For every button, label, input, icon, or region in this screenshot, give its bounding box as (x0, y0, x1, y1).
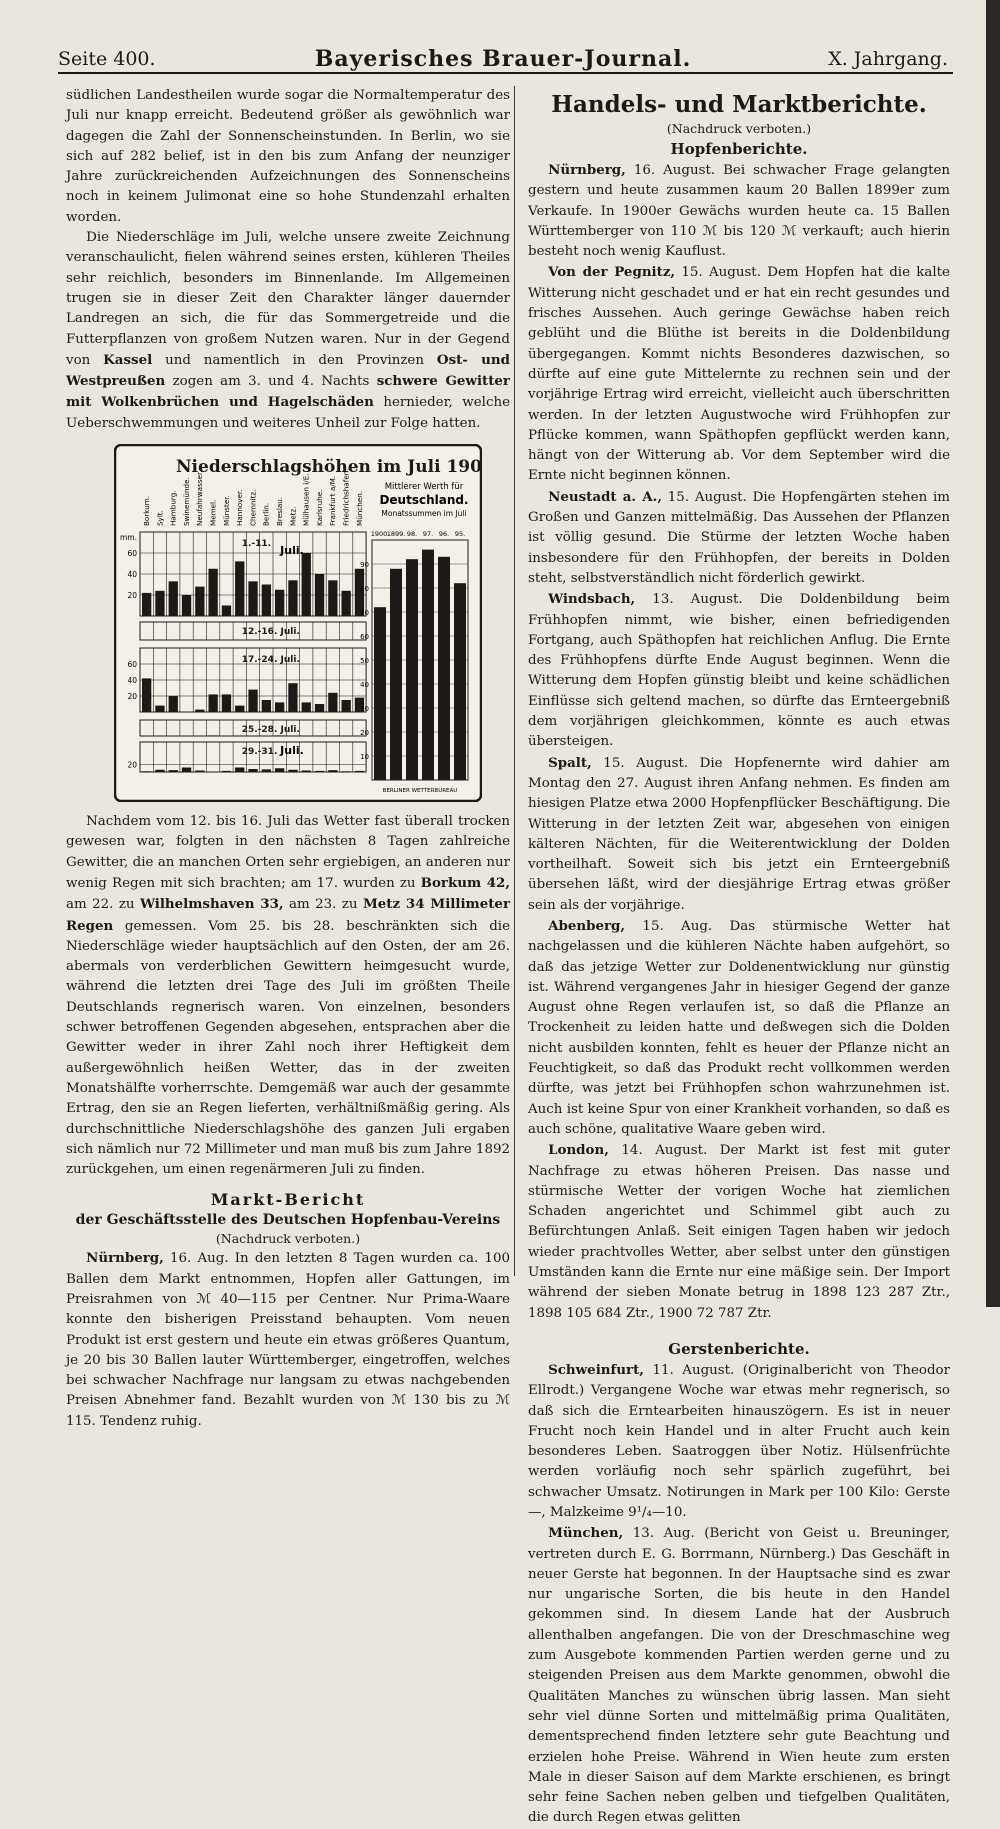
subsection-heading: Gerstenberichte. (528, 1338, 950, 1360)
report-text: 15. Aug. Das stürmische Wetter hat nachgelassen und die kühleren Nächte haben aufgehört, so daß das jetzige Wetter zur Doldenentwicklung nur günstig ist. Während vergangenes Jahr in hiesiger Gegend der ganze August ohne Regen verlaufen ist, so daß die Pflanze an Trockenheit zu leiden hatte und deßwegen sich die Dolden nicht ausbilden konnten, fehlt es heuer der Pflanze nicht an Feuchtigkeit, so daß das Produkt recht vollkommen werden dürfte, was jetzt bei Frühhopfen schon wahrzunehmen ist. Auch ist keine Spur von einer Krankheit vorhanden, so daß es auch schöne, qualitative Waare geben wird. (528, 919, 950, 1137)
period-label: Juli. (279, 544, 304, 557)
copyright-note: (Nachdruck verboten.) (66, 1230, 510, 1248)
station-bar (288, 770, 297, 772)
station-label: Münster. (222, 495, 231, 526)
station-bar (275, 735, 284, 736)
station-bar (262, 585, 271, 617)
report-place: München, (548, 1525, 623, 1541)
period-label: 12.-16. Juli. (242, 627, 300, 637)
report-paragraph (528, 1140, 950, 1324)
paragraph: Nürnberg, 16. Aug. In den letzten 8 Tagen wurden ca. 100 Ballen dem Markt entnommen, Hopfen aller Gattungen, im Preisrahmen von ℳ 40—115 per Centner. Nur Prima-Waare konnte den bisherigen Preisstand behaupten. Vom neuen Produkt ist erst gestern und heute ein etwas größeres Quantum, je 20 bis 30 Ballen lauter Württemberger, eingetroffen, welches bei schwacher Nachfrage nur langsam zu etwas nachgebenden Preisen Abnehmer fand. Bezahlt wurden von ℳ 130 bis zu ℳ 115. Tendenz ruhig. (66, 1248, 510, 1432)
paragraph: südlichen Landestheilen wurde sogar die Normaltemperatur des Juli nur knapp erreicht. Bedeutend größer als gewöhnlich war dagegen die Zahl der Sonnenscheinstunden. In Berlin, wo sie sich auf 282 belief, ist in den bis zum Anfang der neunziger Jahre zurückreichenden Aufzeichnungen des Sonnenscheins noch in keinem Julimonat eine so hohe Stundenzahl erhalten worden. (66, 86, 510, 228)
station-bar (342, 591, 351, 616)
report-text: 15. August. Dem Hopfen hat die kalte Witterung nicht geschadet und er hat ein recht gesundes und frisches Aussehen. Auch geringe Gewächse haben reich geblüht und die Blüthe ist bereits in die Doldenbildung übergegangen. Kommt nichts Besonderes dazwischen, so dürfte auf eine gute Mittelernte zu rechnen sein und der vorjährige Ertrag wird erreicht, vielleicht auch überschritten werden. In der letzten Augustwoche wird Frühhopfen zur Pflücke kommen, wann Späthopfen gepflückt werden kann, hängt von der Witterung ab. Vor dem September wird die Ernte nicht beginnen können. (528, 265, 950, 483)
station-bar (328, 770, 337, 772)
y-tick-label: 80 (360, 585, 369, 593)
station-label: Karlsruhe. (315, 490, 324, 526)
y-tick-label: 40 (127, 570, 137, 579)
report-paragraph (528, 1360, 950, 1523)
station-bar (315, 704, 324, 712)
station-bar (315, 771, 324, 772)
station-bar (169, 770, 178, 772)
report-text: 16. August. Bei schwacher Frage gelangten gestern und heute zusammen kaum 20 Ballen 1899er zum Verkaufe. In 1900er Gewächs wurden heute ca. 15 Ballen Württemberger von 110 ℳ bis 120 ℳ verkauft; auch hierin besteht noch wenig Kauflust. (528, 163, 950, 259)
report-paragraph (528, 753, 950, 916)
y-tick-label: 20 (360, 729, 369, 737)
report-place: Windsbach, (548, 591, 635, 607)
station-bar (195, 771, 204, 773)
station-label: Hamburg. (169, 490, 178, 526)
period-label: Juli. (279, 744, 304, 757)
report-place: Von der Pegnitz, (548, 264, 675, 280)
station-bar (315, 574, 324, 616)
report-place: Spalt, (548, 755, 592, 771)
y-tick-label: 60 (127, 549, 137, 558)
y-tick-label: 10 (360, 753, 369, 761)
germany-bar (438, 557, 450, 780)
station-bar (302, 771, 311, 773)
station-bar (248, 581, 257, 616)
station-label: Sylt. (155, 510, 164, 526)
report-paragraph (528, 262, 950, 486)
station-bar (275, 702, 284, 712)
report-paragraph (528, 589, 950, 752)
station-bar (288, 580, 297, 616)
section-heading: Handels- und Marktberichte. (528, 90, 950, 120)
right-panel-title: Mittlerer Werth für (385, 482, 464, 492)
y-tick-label: 20 (127, 591, 137, 600)
report-paragraph (528, 1523, 950, 1828)
station-label: Swinemünde. (182, 477, 191, 526)
report-place: Neustadt a. A., (548, 489, 662, 505)
y-tick-label: 50 (360, 657, 369, 665)
y-tick-label: 60 (360, 633, 369, 641)
report-text: 13. Aug. (Bericht von Geist u. Breuninger, vertreten durch E. G. Borrmann, Nürnberg.) Das Geschäft in neuer Gerste hat begonnen. In der Hauptsache sind es zwar nur ungarische Sorten, die bis heute in den Handel gekommen sind. In diesem Lande hat der Ausbruch allenthalben angefangen. Die von der Dreschmaschine weg zum Ausgebote kommenden Partien werden gerne und zu steigenden Preisen aus dem Markte genommen, obwohl die Qualitäten Manches zu wünschen übrig lassen. Man sieht sehr viel dünne Sorten und mittelmäßig prima Qualitäten, dementsprechend finden letztere sehr gute Beachtung und erzielen hohe Preise. Während in Wien heute zum ersten Male in dieser Saison auf dem Markte erschienen, es bringt sehr feine Sachen neben gelben und tiefgelben Qualitäten, die durch Regen etwas gelitten (528, 1526, 950, 1825)
station-bar (222, 694, 231, 712)
report-place: London, (548, 1142, 609, 1158)
station-bar (169, 581, 178, 616)
report-text: 13. August. Die Doldenbildung beim Frühhopfen nimmt, wie bisher, einen befriedigenden Fortgang, auch Späthopfen hat reichlichen Anflug. Die Ernte des Frühhopfens dürfte Ende August beginnen. Wenn die Witterung dem Hopfen günstig bleibt und keine schädlichen Einflüsse sich geltend machen, so dürfte das Ernteergebniß dem vorjährigen gleichkommen, könnte es auch etwas übersteigen. (528, 592, 950, 749)
station-bar (222, 606, 231, 617)
y-tick-label: 90 (360, 561, 369, 569)
report-text: 15. August. Die Hopfengärten stehen im Großen und Ganzen mittelmäßig. Das Aussehen der Pflanzen ist völlig gesund. Die Stürme der letzten Woche haben insbesondere für den Frühhopfen, der bereits in Dolden steht, selbstverständlich nicht förderlich gewirkt. (528, 490, 950, 586)
page-edge (986, 0, 1000, 1307)
y-tick-label: 40 (127, 676, 137, 685)
station-bar (288, 683, 297, 712)
chart-title: Niederschlagshöhen im Juli 1900. (176, 457, 482, 477)
station-label: Berlin. (262, 503, 271, 526)
germany-bar (374, 607, 386, 780)
station-bar (155, 770, 164, 772)
germany-bar (390, 569, 402, 780)
period-label: 29.-31. (242, 747, 278, 757)
unit-label: mm. (120, 533, 137, 542)
station-bar (195, 710, 204, 712)
station-bar (328, 693, 337, 712)
station-bar (142, 771, 151, 772)
station-bar (248, 690, 257, 712)
report-text: 14. August. Der Markt ist fest mit guter Nachfrage zu etwas höheren Preisen. Das nasse und stürmische Wetter der vorigen Woche hat ziemlichen Schaden angerichtet und Schimmel gibt auch zu Befürchtungen Anlaß. Seit einigen Tagen haben wir jedoch wieder prachtvolles Wetter, aber selbst unter den günstigen Umständen kann die Ernte nur eine mäßige sein. Der Import während der sieben Monate betrug in 1898 123 287 Ztr., 1898 105 684 Ztr., 1900 72 787 Ztr. (528, 1143, 950, 1320)
station-bar (235, 706, 244, 712)
column-rule (514, 86, 515, 1276)
station-label: Hannover. (235, 489, 244, 526)
station-label: Breslau. (275, 497, 284, 526)
station-bar (209, 694, 218, 712)
subsection-heading: Hopfenberichte. (528, 138, 950, 160)
y-tick-label: 60 (127, 660, 137, 669)
station-label: Memel. (209, 500, 218, 526)
station-bar (235, 561, 244, 616)
station-bar (235, 768, 244, 773)
report-text: 11. August. (Originalbericht von Theodor Ellrodt.) Vergangene Woche war etwas mehr regnerisch, so daß sich die Erntearbeiten hinauszögern. Es ist in neuer Frucht noch kein Handel und in alter Frucht auch kein besonderes Leben. Saatroggen über Notiz. Hülsenfrüchte werden vorläufig noch sehr spärlich zugeführt, bei schwacher Umsatz. Notirungen in Mark per 100 Kilo: Gerste —, Malzkeime 9¹/₄—10. (528, 1363, 950, 1520)
chart-svg (114, 444, 482, 802)
station-bar (275, 768, 284, 772)
station-bar (182, 595, 191, 616)
right-panel-title: Deutschland. (379, 493, 468, 507)
right-panel-subtitle: Monatssummen im Juli (381, 509, 466, 518)
section-subheading: der Geschäftsstelle des Deutschen Hopfenbau-Vereins (66, 1210, 510, 1230)
station-label: Chemnitz. (248, 490, 257, 526)
report-place: Schweinfurt, (548, 1362, 644, 1378)
precipitation-chart (114, 444, 482, 802)
station-bar (209, 569, 218, 616)
station-bar (142, 593, 151, 616)
germany-bar (406, 559, 418, 780)
volume: X. Jahrgang. (828, 48, 948, 70)
station-bar (302, 702, 311, 712)
germany-bar (454, 583, 466, 780)
section-heading: Markt-Bericht (66, 1190, 510, 1210)
report-paragraph (528, 487, 950, 589)
header-rule (58, 72, 953, 74)
period-label: 17.-24. Juli. (242, 655, 300, 665)
station-bar (195, 587, 204, 616)
station-label: München. (355, 491, 364, 526)
station-bar (182, 768, 191, 773)
report-place: Nürnberg, (548, 162, 626, 178)
left-column (66, 86, 510, 1432)
year-label: 96. (439, 530, 449, 538)
station-bar (342, 700, 351, 712)
chart-credit: BERLINER WETTERBUREAU (383, 788, 458, 794)
report-place: Abenberg, (548, 918, 625, 934)
year-label: 1899. (387, 530, 406, 538)
page-number: Seite 400. (58, 48, 156, 70)
year-label: 1900. (371, 530, 390, 538)
station-bar (155, 591, 164, 616)
station-label: Neufahrwasser. (195, 470, 204, 526)
barley-reports (528, 1360, 950, 1829)
y-tick-label: 20 (127, 692, 137, 701)
period-label: 1.-11. (242, 539, 271, 549)
journal-title: Bayerisches Brauer-Journal. (58, 46, 948, 72)
station-bar (142, 678, 151, 712)
station-bar (302, 553, 311, 616)
report-paragraph (528, 160, 950, 262)
station-label: Metz. (288, 507, 297, 527)
station-bar (209, 735, 218, 736)
report-paragraph (528, 916, 950, 1140)
period-label: 25.-28. Juli. (242, 725, 300, 735)
station-label: Friedrichshafen. (342, 469, 351, 527)
station-label: Borkum. (142, 496, 151, 526)
paragraph: Die Niederschläge im Juli, welche unsere zweite Zeichnung veranschaulicht, fielen während seines ersten, kühleren Theiles sehr reichlich, besonders im Binnenlande. Im Allgemeinen trugen sie in dieser Zeit den Charakter länger dauernder Landregen an sich, die für das Sommergetreide und die Futterpflanzen von großem Nutzen waren. Nur in der Gegend von Kassel und namentlich in den Provinzen Ost- und Westpreußen zogen am 3. und 4. Nachts schwere Gewitter mit Wolkenbrüchen und Hagelschäden hernieder, welche Ueberschwemmungen und weiteres Unheil zur Folge hatten. (66, 228, 510, 434)
year-label: 98. (407, 530, 417, 538)
station-bar (342, 771, 351, 772)
copyright-note: (Nachdruck verboten.) (528, 120, 950, 138)
year-label: 95. (455, 530, 465, 538)
report-text: 15. August. Die Hopfenernte wird dahier am Montag den 27. August ihren Anfang nehmen. Es finden am hiesigen Platze etwa 2000 Hopfenpflücker Beschäftigung. Die Witterung in der letzten Zeit war, abgesehen von einigen kälteren Nächten, für die Weiterentwicklung der Dolden vortheilhaft. Soweit sich bis jetzt ein Ernteergebniß übersehen läßt, wird der diesjährige Ertrag etwas größer sein als der vorjährige. (528, 756, 950, 913)
station-bar (275, 590, 284, 616)
y-tick-label: 70 (360, 609, 369, 617)
y-tick-label: 20 (127, 761, 137, 770)
station-label: Mülhausen i/E. (302, 474, 311, 527)
station-bar (262, 769, 271, 772)
station-label: Frankfurt a/M. (328, 476, 337, 526)
y-tick-label: 30 (360, 705, 369, 713)
germany-bar (422, 550, 434, 780)
right-column (528, 86, 950, 1829)
station-bar (355, 771, 364, 772)
station-bar (222, 771, 231, 772)
y-tick-label: 40 (360, 681, 369, 689)
station-bar (248, 769, 257, 772)
station-bar (155, 706, 164, 712)
hop-reports (528, 160, 950, 1324)
station-bar (169, 696, 178, 712)
running-header (58, 40, 948, 70)
station-bar (328, 580, 337, 616)
station-bar (262, 700, 271, 712)
year-label: 97. (423, 530, 433, 538)
paragraph: Nachdem vom 12. bis 16. Juli das Wetter fast überall trocken gewesen war, folgten in den nächsten 8 Tagen zahlreiche Gewitter, die an manchen Orten sehr ergiebigen, an anderen nur wenig Regen mit sich brachten; am 17. wurden zu Borkum 42, am 22. zu Wilhelmshaven 33, am 23. zu Metz 34 Millimeter Regen gemessen. Vom 25. bis 28. beschränkten sich die Niederschläge wieder hauptsächlich auf den Osten, der am 26. abermals von verderblichen Gewittern heimgesucht wurde, während die letzten drei Tage des Juli im größten Theile Deutschlands regnerisch waren. Von einzelnen, besonders schwer betroffenen Gegenden abgesehen, entsprachen aber die Gewitter weder in ihrer Zahl noch ihrer Heftigkeit dem außergewöhnlich heißen Wetter, das in der zweiten Monatshälfte vorherrschte. Demgemäß war auch der gesammte Ertrag, den sie an Regen lieferten, verhältnißmäßig gering. Als durchschnittliche Niederschlagshöhe des ganzen Juli ergaben sich nämlich nur 72 Millimeter und man muß bis zum Jahre 1892 zurückgehen, um einen regenärmeren Juli zu finden. (66, 812, 510, 1180)
